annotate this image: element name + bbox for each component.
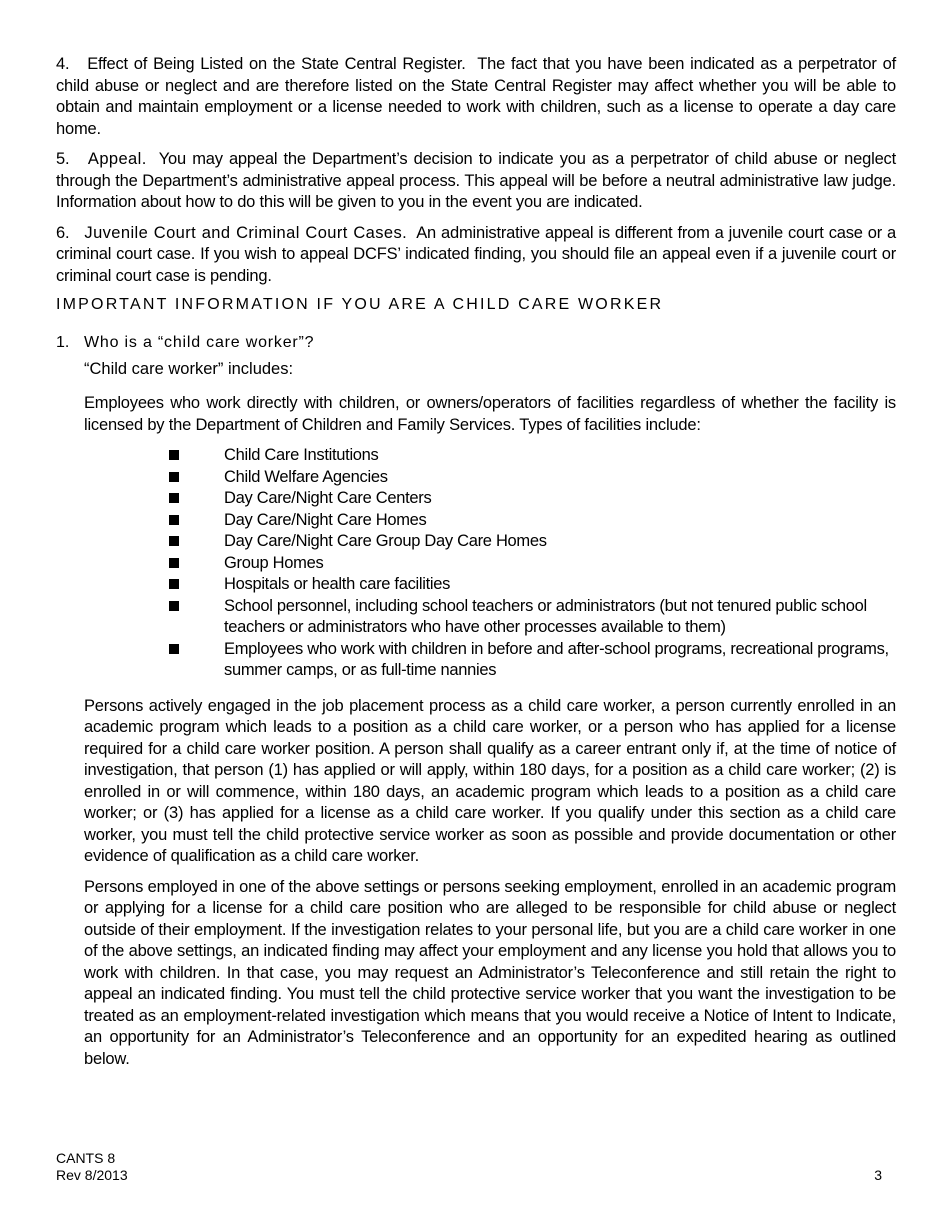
question-number: 1. [56,334,70,351]
form-footer [56,1150,128,1184]
list-item: Day Care/Night Care Centers [84,488,896,510]
includes-label: “Child care worker” includes: [84,360,294,378]
list-item: Hospitals or health care facilities [84,574,896,596]
answer-block [84,360,896,1070]
page-number: 3 [874,1167,882,1183]
section-4 [56,54,896,140]
facility-list [84,445,896,682]
section-lead: Juvenile Court and Criminal Court Cases. [84,223,408,242]
section-lead: Effect of Being Listed on the State Central Register. [87,55,466,73]
question-text: Who is a “child care worker”? [84,334,315,351]
section-lead: Appeal. [87,150,147,168]
list-item: Child Care Institutions [84,445,896,467]
career-entrant-paragraph: Persons actively engaged in the job placement process as a child care worker, a person currently enrolled in an academic program which leads to a position as a child care worker, or a person who has applied for a license required for a child care worker position. A person shall qualify as a career entrant only if, at the time of notice of investigation, that person (1) has applied or will apply, within 180 days, for a position as a child care worker; (2) is enrolled in or will commence, within 180 days, an academic program which leads to a position as a child care worker; or (3) has applied for a license as a child care worker. If you qualify under this section as a child care worker, you must tell the child protective service worker as soon as possible and provide documentation or other evidence of qualification as a child care worker. [84,696,896,865]
form-id: CANTS 8 [56,1150,116,1166]
section-number: 6. [56,223,70,242]
bullet-square-icon [169,450,179,460]
section-5 [56,149,896,214]
list-item: Day Care/Night Care Homes [84,510,896,532]
bullet-square-icon [169,493,179,503]
section-body: The fact that you have been indicated as a perpetrator of child abuse or neglect and are therefore listed on the State Central Register may affect whether you will be able to obtain and maintain employment or a license needed to work with children, such as a license to operate a day care home. [56,55,896,138]
list-item: Day Care/Night Care Group Day Care Homes [84,531,896,553]
list-item: Employees who work with children in before and after-school programs, recreational programs, summer camps, or as full-time nannies [84,639,896,682]
section-body: An administrative appeal is different from a juvenile court case or a criminal court case. If you wish to appeal DCFS’ indicated finding, you should file an appeal even if a juvenile court or criminal court case is pending. [56,223,897,285]
bullet-square-icon [169,601,179,611]
bullet-square-icon [169,558,179,568]
bullet-square-icon [169,515,179,525]
revision-date: Rev 8/2013 [56,1167,128,1183]
document-page [56,54,896,1079]
list-item: Child Welfare Agencies [84,467,896,489]
bullet-square-icon [169,536,179,546]
section-number: 4. [56,55,70,73]
employees-intro: Employees who work directly with children, or owners/operators of facilities regardless of whether the facility is licensed by the Department of Children and Family Services. Types of facilities include: [84,394,896,434]
list-item: School personnel, including school teachers or administrators (but not tenured public school teachers or administrators who have other processes available to them) [84,596,896,639]
bullet-square-icon [169,579,179,589]
bullet-square-icon [169,644,179,654]
bullet-square-icon [169,472,179,482]
section-heading: IMPORTANT INFORMATION IF YOU ARE A CHILD CARE WORKER [56,296,664,313]
list-item: Group Homes [84,553,896,575]
section-number: 5. [56,150,70,168]
section-6 [56,223,896,288]
question [56,334,896,352]
section-body: You may appeal the Department’s decision to indicate you as a perpetrator of child abuse or neglect through the Department’s administrative appeal process. This appeal will be before a neutral administrative law judge. Information about how to do this will be given to you in the event you are indicated. [56,150,896,211]
outside-employment-paragraph: Persons employed in one of the above settings or persons seeking employment, enrolled in an academic program or applying for a license for a child care position who are alleged to be responsible for child abuse or neglect outside of their employment. If the investigation relates to your personal life, but you are a child care worker in one of the above settings, an indicated finding may affect your employment and any license you hold that allows you to work with children. In that case, you may request an Administrator’s Teleconference and still retain the right to appeal an indicated finding. You must tell the child protective service worker that you want the investigation to be treated as an employment-related investigation which means that you would receive a Notice of Intent to Indicate, an opportunity for an Administrator’s Teleconference and an opportunity for an expedited hearing as outlined below. [84,877,896,1068]
